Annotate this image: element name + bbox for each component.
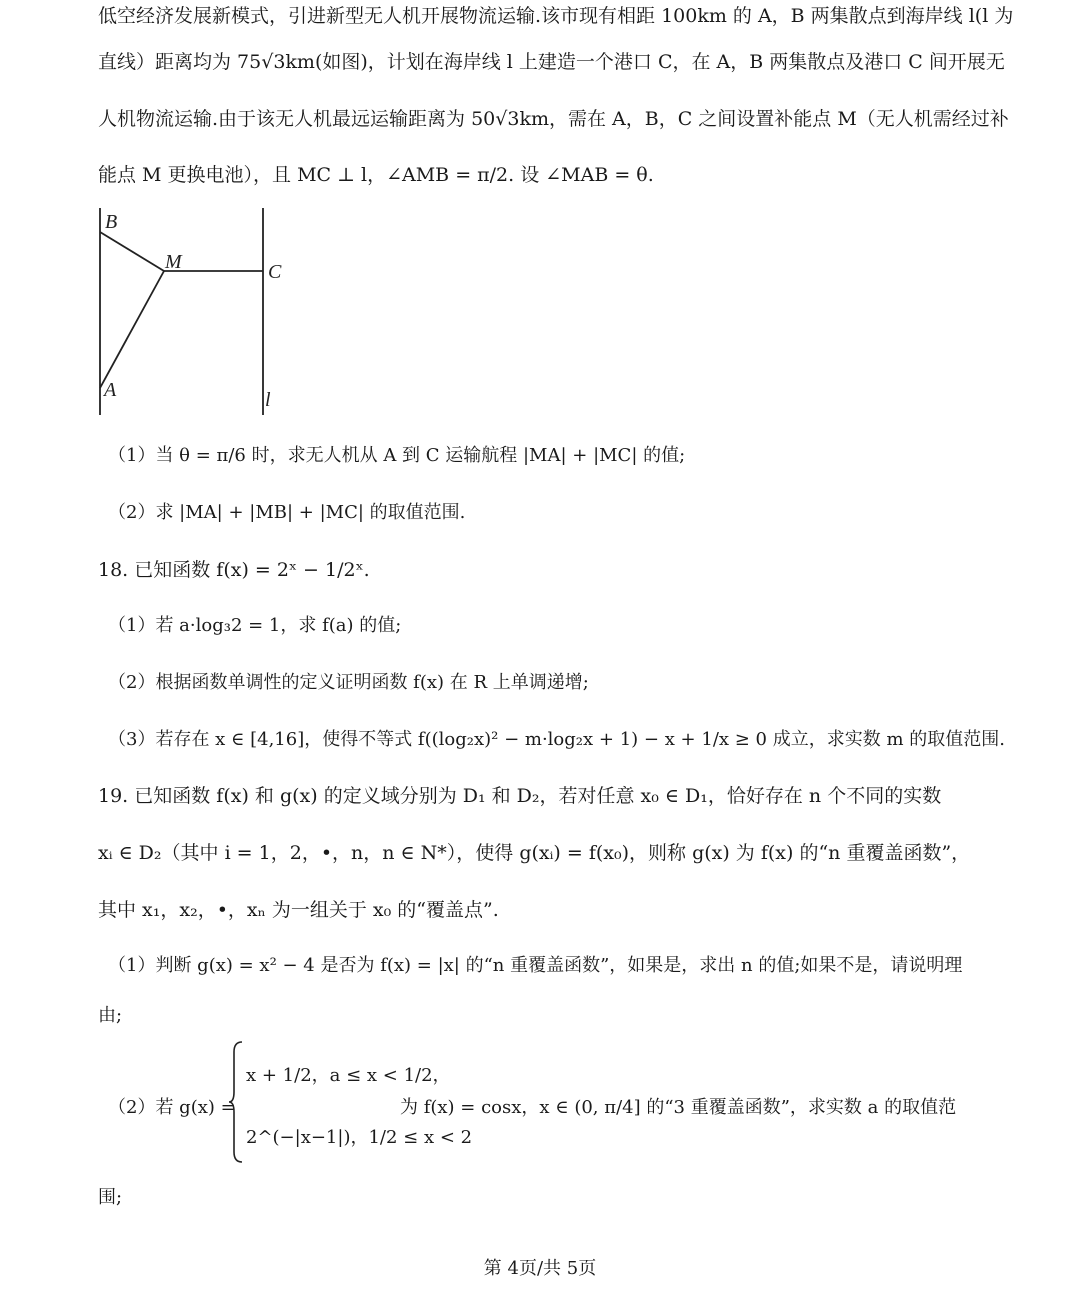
page-number-footer: 第 4页/共 5页 (483, 1258, 597, 1279)
p18-question-3: （3）若存在 x ∈ [4,16]，使得不等式 f((log₂x)² − m·log₂x + 1) − x + 1/x ≥ 0 成立，求实数 m 的取值范围. (108, 729, 1005, 750)
p19-question-1-line-2: 由; (98, 1005, 123, 1026)
segment-BM (100, 232, 164, 271)
p17-question-1: （1）当 θ = π/6 时，求无人机从 A 到 C 运输航程 |MA| + |MC| 的值; (108, 445, 686, 466)
p19-stem-line-2: xᵢ ∈ D₂（其中 i = 1，2，•，n，n ∈ N*），使得 g(xᵢ) = f(x₀)，则称 g(x) 为 f(x) 的“n 重覆盖函数”， (98, 842, 971, 864)
p19-piecewise-case-1: x + 1/2，a ≤ x < 1/2， (246, 1065, 451, 1086)
p17-intro-line-2: 直线）距离均为 75√3km(如图)，计划在海岸线 l 上建造一个港口 C，在 A，B 两集散点及港口 C 间开展无 (98, 51, 1005, 73)
piecewise-brace (228, 1040, 244, 1164)
label-C: C (268, 261, 282, 283)
p19-question-1-line-1: （1）判断 g(x) = x² − 4 是否为 f(x) = |x| 的“n 重覆盖函数”，如果是，求出 n 的值;如果不是，请说明理 (108, 955, 963, 976)
label-B: B (105, 211, 118, 233)
label-A: A (104, 379, 117, 401)
p19-stem-line-3: 其中 x₁，x₂，•，xₙ 为一组关于 x₀ 的“覆盖点”. (98, 899, 499, 921)
geometry-figure (90, 200, 310, 425)
p17-question-2: （2）求 |MA| + |MB| + |MC| 的取值范围. (108, 502, 466, 523)
p19-piecewise-case-2: 2^(−|x−1|)，1/2 ≤ x < 2 (246, 1127, 473, 1148)
p18-question-1: （1）若 a·log₃2 = 1，求 f(a) 的值; (108, 615, 402, 636)
p18-stem: 18. 已知函数 f(x) = 2ˣ − 1/2ˣ. (98, 559, 370, 581)
p17-intro-line-4: 能点 M 更换电池），且 MC ⊥ l，∠AMB = π/2. 设 ∠MAB = θ. (98, 164, 654, 186)
p18-question-2: （2）根据函数单调性的定义证明函数 f(x) 在 R 上单调递增; (108, 672, 589, 693)
p19-question-2-prefix: （2）若 g(x) = (108, 1097, 236, 1118)
segment-AM (100, 271, 164, 388)
label-l: l (265, 389, 271, 411)
p17-intro-line-3: 人机物流运输.由于该无人机最远运输距离为 50√3km，需在 A，B，C 之间设置补能点 M（无人机需经过补 (98, 108, 1009, 130)
p19-question-2-tail: 围; (98, 1187, 123, 1208)
label-M: M (165, 251, 182, 273)
p19-stem-line-1: 19. 已知函数 f(x) 和 g(x) 的定义域分别为 D₁ 和 D₂，若对任意 x₀ ∈ D₁，恰好存在 n 个不同的实数 (98, 785, 942, 807)
p19-question-2-suffix: 为 f(x) = cosx，x ∈ (0, π/4] 的“3 重覆盖函数”，求实数 a 的取值范 (400, 1097, 957, 1118)
p17-intro-line-1: 低空经济发展新模式，引进新型无人机开展物流运输.该市现有相距 100km 的 A，B 两集散点到海岸线 l(l 为 (98, 5, 1014, 27)
